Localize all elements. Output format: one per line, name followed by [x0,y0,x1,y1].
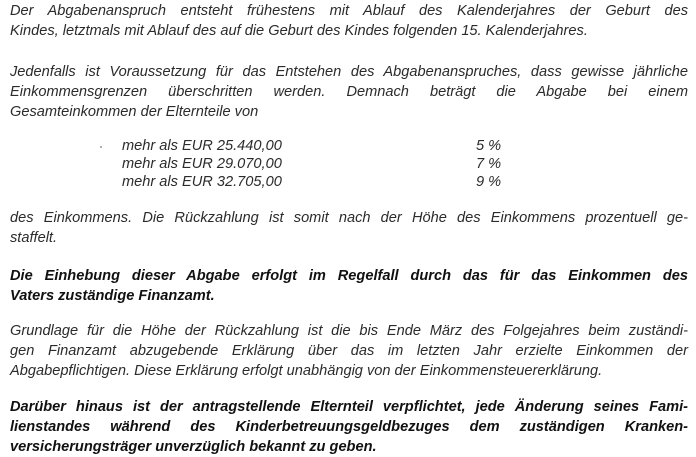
text-line: Der Abgabenanspruch entsteht frühestens mit Ablauf des Kalenderjahres der Geburt des [10,3,688,19]
paragraph-aenderungspflicht [10,397,688,457]
rate-row [122,137,522,155]
text-line: versicherungsträger unverzüglich bekannt zu geben. [10,439,377,455]
paragraph-abgabenanspruch [10,1,688,41]
text-line: Gesamteinkommen der Elternteile von [10,104,259,120]
paragraph-einkommen-staffelung [10,208,688,248]
text-line: Einkommensgrenzen überschritten werden. Demnach beträgt die Abgabe bei einem [10,84,688,100]
text-line: Grundlage für die Höhe der Rückzahlung ist die bis Ende März des Folgejahres beim zuständi- [10,323,688,339]
rate-percent: 5 % [476,138,502,154]
rate-threshold: mehr als EUR 29.070,00 [122,156,282,172]
paragraph-grundlage [10,321,688,381]
rate-percent: 9 % [476,174,502,190]
paragraph-einhebung [10,266,688,306]
scan-speck [100,146,102,148]
text-line: Abgabepflichtigen. Diese Erklärung erfolgt unabhängig von der Einkommensteuererklärung. [10,363,603,379]
rate-percent: 7 % [476,156,502,172]
text-line: staffelt. [10,230,58,246]
rate-threshold: mehr als EUR 25.440,00 [122,138,282,154]
text-line: gen Finanzamt abzugebende Erklärung über das im letzten Jahr erzielte Einkommen der [10,343,688,359]
paragraph-voraussetzung [10,62,688,122]
text-line: Vaters zuständige Finanzamt. [10,288,215,304]
rate-row [122,155,522,173]
text-line: Darüber hinaus ist der antragstellende Elternteil verpflichtet, jede Änderung seines Fami- [10,399,688,415]
text-line: Jedenfalls ist Voraussetzung für das Entstehen des Abgabenanspruches, dass gewisse jährliche [10,64,688,80]
text-line: Die Einhebung dieser Abgabe erfolgt im Regelfall durch das für das Einkommen des [10,268,688,284]
text-line: lienstandes während des Kinderbetreuungsgeldbezuges dem zuständigen Kranken- [10,419,688,435]
rate-row [122,173,522,191]
text-line: Kindes, letztmals mit Ablauf des auf die Geburt des Kindes folgenden 15. Kalenderjahres. [10,23,588,39]
text-line: des Einkommens. Die Rückzahlung ist somit nach der Höhe des Einkommens prozentuell ge- [10,210,688,226]
rate-threshold: mehr als EUR 32.705,00 [122,174,282,190]
